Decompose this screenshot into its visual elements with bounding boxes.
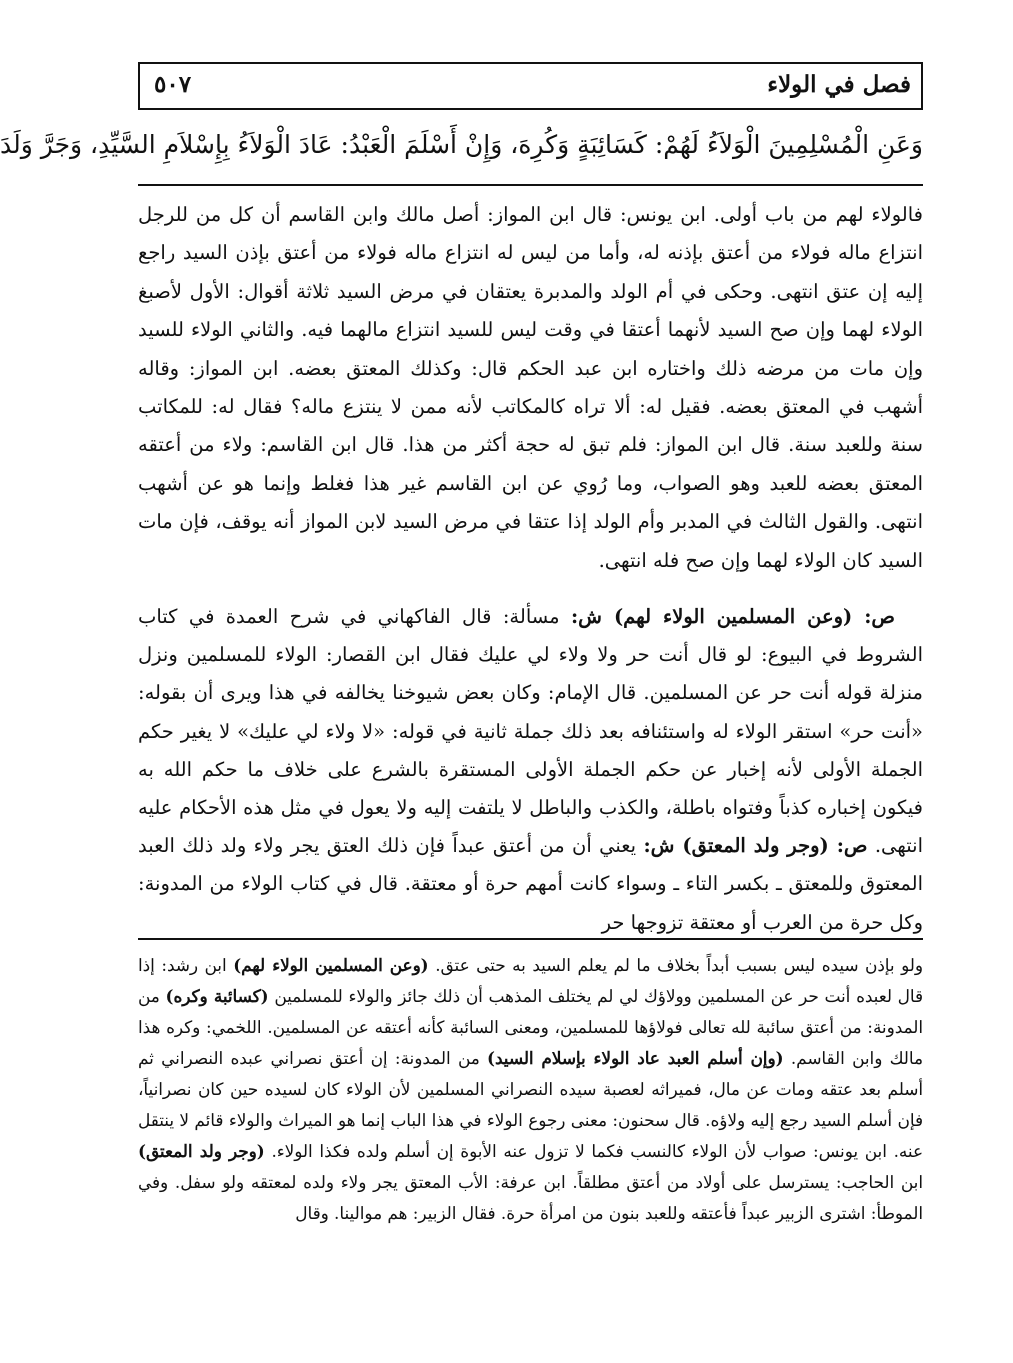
divider-top [138,184,923,186]
section-lead: ص: (وجر ولد المعتق) ش: [643,834,868,858]
commentary-paragraph: فالولاء لهم من باب أولى. ابن يونس: قال ابن المواز: أصل مالك وابن القاسم أن كل من للرجل انتزاع ماله فولاء من أعتق بإذنه له، وأما من ليس له انتزاع ماله فولاء من أعتق بإذن السيد راجع إليه إن عتق انتهى. وحكى في أم الولد والمدبرة يعتقان في مرض السيد ثلاثة أقوال: الأول لأصبغ الولاء لهما وإن صح السيد لأنهما أعتقا في وقت ليس للسيد انتزاع مالهما فيه. والثاني الولاء للسيد وإن مات من مرضه ذلك واختاره ابن عبد الحكم قال: وكذلك المعتق بعضه. ابن المواز: وقاله أشهب في المعتق بعضه. فقيل له: ألا تراه كالمكاتب لأنه ممن لا ينتزع ماله؟ فقال له: للمكاتب سنة وللعبد سنة. قال ابن المواز: فلم تبق له حجة أكثر من هذا. قال ابن القاسم: ولاء من أعتقه المعتق بعضه للعبد وهو الصواب، وما رُوي عن ابن القاسم غير هذا فغلط وإنما هو عن أشهب انتهى. والقول الثالث في المدبر وأم الولد إذا عتقا في مرض السيد لابن المواز أنه يوقف، فإن مات السيد كان الولاء لهما وإن صح فله انتهى. [138,203,923,572]
page-number: ٥٠٧ [154,71,192,98]
matn-text: وَعَنِ الْمُسْلِمِينَ الْوَلاَءُ لَهُمْ: كَسَائِبَةٍ وَكُرِهَ، وَإِنْ أَسْلَمَ الْعَبْدُ: عَادَ الْوَلاَءُ بِإِسْلاَمِ السَّيِّدِ، وَجَرَّ وَلَدَ [0,130,923,159]
commentary-block-1 [138,196,923,580]
section-lead: ص: (وعن المسلمين الولاء لهم) ش: [570,605,896,628]
footnote-heading: (وعن المسلمين الولاء لهم) [233,955,429,975]
footnote-text: من المدونة: إن أعتق نصراني عبده النصراني ثم أسلم بعد عتقه ومات عن مال، فميراثه لعصبة سيده النصراني المسلمين لأن الولاء كان لسيده حين كان نصرانياً، فإن أسلم السيد رجع إليه ولاؤه. قال سحنون: معنى رجوع الولاء في هذا الباب إنما هو الميراث والولاء قائم لا ينتقل عنه. ابن يونس: صواب لأن الولاء كالنسب فكما لا تزول عنه الأبوة إن أسلم ولده فكذا الولاء. [138,1048,923,1161]
footnote-text: من المدونة: من أعتق سائبة لله تعالى فولاؤها للمسلمين، ومعنى السائبة كأنه أعتقه عن المسلمين. اللخمي: وكره هذا مالك وابن القاسم. [138,986,923,1068]
chapter-title: فصل في الولاء [767,71,911,98]
footnote-text: ابن رشد: إذا قال لعبده أنت حر عن المسلمين وولاؤك لي لم يختلف المذهب أن ذلك جائز والولاء للمسلمين [138,955,923,1006]
commentary-block-2 [138,598,923,942]
footnote-heading: (وجر ولد المعتق) [138,1141,265,1161]
page-header [138,62,923,110]
divider-footnotes [138,938,923,940]
footnote-text: ابن الحاجب: يسترسل على أولاد من أعتق مطلقاً. ابن عرفة: الأب المعتق يجر ولاء ولده لمعتقه ولو سفل. وفي الموطأ: اشترى الزبير عبداً فأعتقه وللعبد بنون من امرأة حرة. فقال الزبير: هم موالينا. وقال [138,1172,923,1223]
footnote-paragraph [138,950,923,1229]
commentary-paragraph [138,598,923,942]
footnote-heading: (وإن أسلم العبد عاد الولاء بإسلام السيد) [487,1048,784,1068]
section-text: مسألة: قال الفاكهاني في شرح العمدة في كتاب الشروط في البيوع: لو قال أنت حر ولا ولاء لي عليك فقال ابن القصار: الولاء للمسلمين ونزل منزلة قوله أنت حر عن المسلمين. قال الإمام: وكان بعض شيوخنا يخالفه في هذا ويرى أن بقوله: «أنت حر» استقر الولاء له واستئنافه بعد ذلك جملة ثانية في قوله: «لا ولاء لي عليك» لا يغير حكم الجملة الأولى لأنه إخبار عن حكم الجملة الأولى المستقرة بالشرع على خلاف ما حكم الله به فيكون إخباره كذباً وفتواه باطلة، والكذب والباطل لا يلتفت إليه ولا يعول في مثل هذه الأحكام عليه انتهى. [138,605,924,858]
footnote-text: ولو بإذن سيده ليس بسبب أبداً بخلاف ما لم يعلم السيد به حتى عتق. [435,955,924,975]
footnote-heading: (كسائبة وكره) [165,986,269,1006]
section-text: يعني أن من أعتق عبداً فإن ذلك العتق يجر ولاء ولد ذلك العبد المعتوق وللمعتق ـ بكسر التاء ـ وسواء كانت أمهم حرة أو معتقة. قال في كتاب الولاء من المدونة: وكل حرة من العرب أو معتقة تزوجها حر [138,834,923,934]
footnotes-block [138,950,923,1229]
